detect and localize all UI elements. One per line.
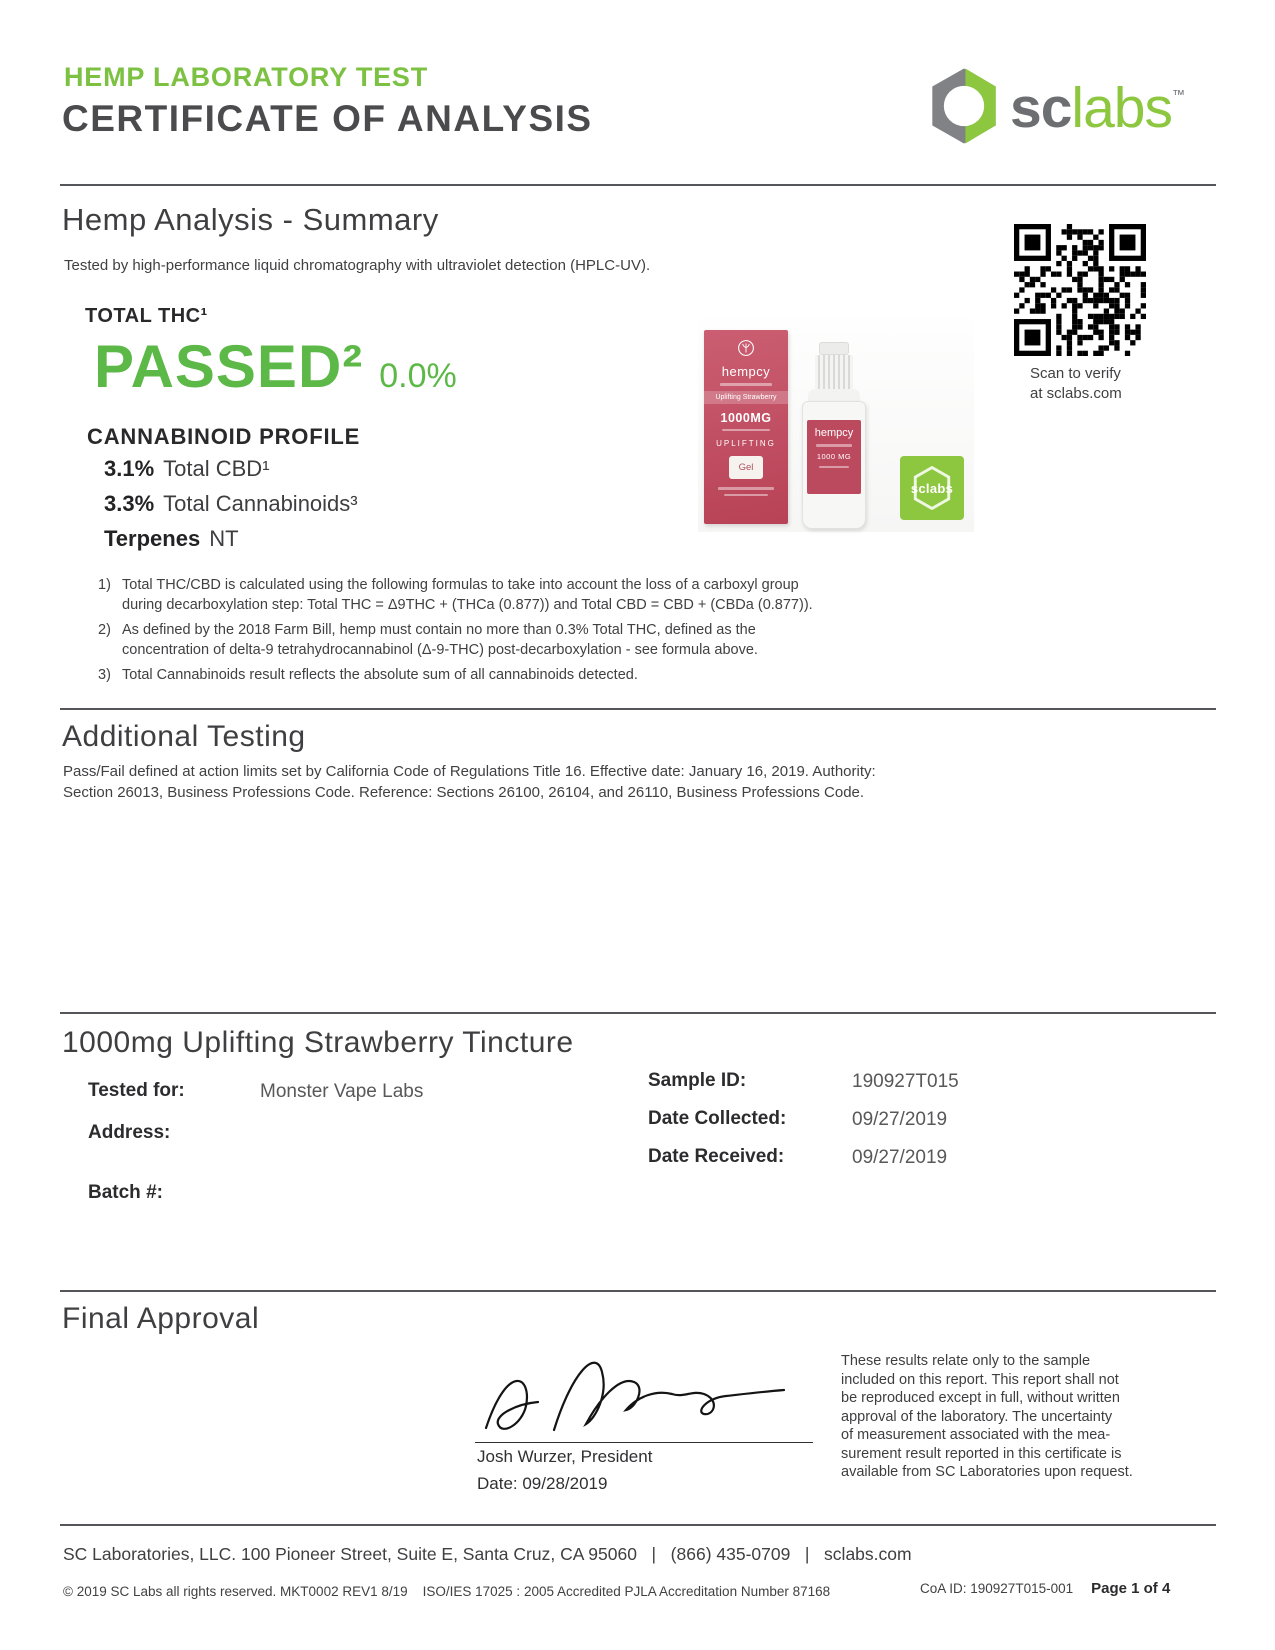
dropper-collar	[815, 355, 853, 389]
box-pill-label: Gel	[729, 456, 763, 479]
qr-caption-line1: Scan to verify	[1030, 365, 1121, 382]
disclaimer-line: available from SC Laboratories upon request.	[841, 1464, 1133, 1480]
profile-row-total-cbd	[104, 456, 358, 482]
badge-wordmark: sclabs	[910, 480, 954, 496]
section-divider	[60, 1012, 1216, 1014]
box-fineprint-bar	[722, 429, 770, 432]
disclaimer-line: surement result reported in this certificate is	[841, 1445, 1122, 1462]
box-brand: hempcy	[721, 364, 771, 379]
lab-contact-info: SC Laboratories, LLC. 100 Pioneer Street, Suite E, Santa Cruz, CA 95060 | (866) 435-0709 | sclabs.com	[63, 1544, 912, 1564]
footnote-number: 1)	[98, 577, 111, 593]
profile-value: Terpenes	[104, 526, 201, 551]
product-photo	[698, 318, 974, 532]
thc-result	[94, 332, 457, 401]
footnote-line: Total Cannabinoids result reflects the absolute sum of all cannabinoids detected.	[122, 667, 638, 683]
section-divider	[60, 184, 1216, 186]
profile-row-total-cannabinoids	[104, 491, 358, 517]
disclaimer-line: included on this report. This report shall not	[841, 1371, 1119, 1388]
sclabs-hexagon-icon	[928, 66, 1000, 151]
qr-caption	[1030, 364, 1122, 404]
product-box	[704, 330, 788, 524]
cannabinoid-profile-heading: CANNABINOID PROFILE	[87, 424, 361, 449]
qr-code-icon	[1014, 224, 1146, 356]
hemp-leaf-icon	[737, 339, 755, 362]
additional-testing-heading: Additional Testing	[62, 720, 306, 753]
tested-for-label: Tested for:	[88, 1080, 185, 1101]
logo-labs: labs	[1071, 76, 1172, 140]
sample-name-heading: 1000mg Uplifting Strawberry Tincture	[62, 1026, 574, 1059]
profile-label: NT	[209, 526, 239, 551]
section-divider	[60, 1290, 1216, 1292]
footnote-number: 3)	[98, 667, 111, 683]
bottle-body	[802, 401, 866, 529]
tested-for-value: Monster Vape Labs	[260, 1081, 424, 1102]
total-thc-label: TOTAL THC¹	[85, 305, 208, 327]
footnote-2	[98, 621, 813, 660]
disclaimer-line: of measurement associated with the mea-	[841, 1427, 1111, 1443]
profile-value: 3.3%	[104, 491, 155, 516]
date-collected-value: 09/27/2019	[852, 1109, 948, 1130]
footnote-text	[122, 576, 813, 615]
footnote-text	[122, 621, 758, 660]
box-fineprint-bar	[720, 383, 772, 386]
profile-label: Total CBD¹	[163, 456, 270, 481]
disclaimer-line: be reproduced except in full, without written	[841, 1390, 1120, 1406]
box-fineprint-bar	[718, 487, 774, 490]
qr-caption-line2: at sclabs.com	[1030, 385, 1122, 402]
footnote-1	[98, 576, 813, 615]
results-disclaimer	[841, 1352, 1133, 1482]
disclaimer-line: These results relate only to the sample	[841, 1353, 1091, 1369]
summary-heading: Hemp Analysis - Summary	[62, 202, 439, 237]
page-number: Page 1 of 4	[1091, 1580, 1171, 1597]
thc-percentage: 0.0%	[379, 357, 457, 395]
disclaimer-line: approval of the laboratory. The uncertainty	[841, 1408, 1113, 1425]
footnotes	[98, 576, 813, 692]
footnote-line: Total THC/CBD is calculated using the following formulas to take into account the loss of a carboxyl group	[122, 577, 799, 593]
bottle-strength: 1000 MG	[816, 451, 852, 461]
bottle-fineprint-bar	[816, 444, 852, 447]
profile-value: 3.1%	[104, 456, 155, 481]
additional-testing-body	[63, 762, 876, 803]
footnote-line: during decarboxylation step: Total THC = Δ9THC + (THCa (0.877)) and Total CBD = CBD + (CBDa (0.877)).	[122, 596, 813, 613]
sclabs-logo	[928, 66, 1185, 151]
signature-date: Date: 09/28/2019	[477, 1474, 608, 1493]
date-received-label: Date Received:	[648, 1146, 785, 1167]
qr-code	[1014, 224, 1146, 356]
product-bottle	[798, 342, 870, 529]
date-collected-label: Date Collected:	[648, 1108, 787, 1129]
coa-id: CoA ID: 190927T015-001	[920, 1581, 1074, 1596]
logo-trademark: ™	[1171, 87, 1185, 102]
additional-testing-line: Section 26013, Business Professions Code. Reference: Sections 26100, 26104, and 26110, Business Professions Code.	[63, 783, 865, 801]
copyright-accreditation: © 2019 SC Labs all rights reserved. MKT0002 REV1 8/19 ISO/IES 17025 : 2005 Accredited PJLA Accreditation Number 87168	[63, 1584, 831, 1599]
box-fineprint-bar	[724, 494, 768, 497]
bottle-brand: hempcy	[814, 427, 854, 439]
footnote-text	[122, 666, 638, 686]
cannabinoid-profile-list	[104, 456, 358, 561]
signature-line	[475, 1442, 813, 1443]
box-strength: 1000MG	[720, 410, 772, 425]
passed-status: PASSED²	[94, 333, 364, 400]
dropper-cap	[819, 342, 849, 355]
final-approval-heading: Final Approval	[62, 1302, 260, 1335]
footer-right	[920, 1580, 1170, 1597]
date-received-value: 09/27/2019	[852, 1147, 948, 1168]
batch-label: Batch #:	[88, 1182, 163, 1203]
sclabs-wordmark	[1010, 76, 1185, 140]
address-label: Address:	[88, 1122, 171, 1143]
logo-sc: sc	[1010, 76, 1072, 140]
sclabs-watermark-badge	[900, 456, 964, 520]
footnote-number: 2)	[98, 622, 111, 638]
bottle-label	[807, 420, 861, 494]
footnote-line: concentration of delta-9 tetrahydrocannabinol (Δ-9-THC) post-decarboxylation - see formula above.	[122, 641, 758, 658]
additional-testing-line: Pass/Fail defined at action limits set by California Code of Regulations Title 16. Effective date: January 16, 2019. Authority:	[63, 763, 876, 780]
bottle-fineprint-bar	[819, 466, 849, 469]
signer-name: Josh Wurzer, President	[477, 1447, 653, 1466]
profile-label: Total Cannabinoids³	[163, 491, 358, 516]
sample-id-label: Sample ID:	[648, 1070, 747, 1091]
summary-method-text: Tested by high-performance liquid chromatography with ultraviolet detection (HPLC-UV).	[64, 257, 651, 274]
bottle-shoulder	[808, 389, 860, 401]
document-kicker: HEMP LABORATORY TEST	[64, 62, 429, 92]
section-divider	[60, 708, 1216, 710]
document-title: CERTIFICATE OF ANALYSIS	[62, 98, 593, 139]
footnote-line: As defined by the 2018 Farm Bill, hemp must contain no more than 0.3% Total THC, defined as the	[122, 622, 756, 638]
footnote-3	[98, 666, 813, 686]
footer-divider	[60, 1524, 1216, 1526]
sample-id-value: 190927T015	[852, 1071, 959, 1092]
box-mood: UPLIFTING	[716, 439, 776, 448]
signature-icon	[468, 1328, 818, 1451]
profile-row-terpenes	[104, 526, 358, 552]
box-flavor: Uplifting Strawberry	[704, 391, 788, 404]
